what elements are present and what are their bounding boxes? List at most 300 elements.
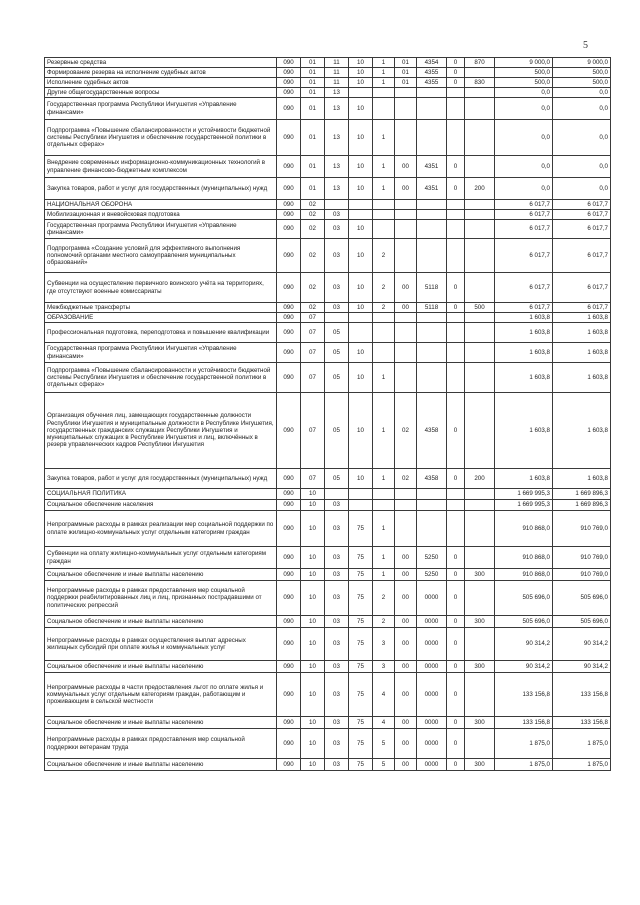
- code-cell: 300: [465, 717, 495, 729]
- code-cell: 03: [325, 759, 349, 771]
- code-cell: 00: [395, 581, 417, 616]
- amount-cell: 500,0: [495, 78, 553, 88]
- code-cell: 090: [277, 273, 301, 303]
- code-cell: 10: [301, 581, 325, 616]
- code-cell: 01: [395, 58, 417, 68]
- code-cell: [447, 343, 465, 363]
- amount-cell: 6 017,7: [553, 220, 611, 239]
- code-cell: [395, 343, 417, 363]
- code-cell: 090: [277, 469, 301, 489]
- table-row: [45, 210, 611, 220]
- code-cell: [447, 239, 465, 273]
- table-row: [45, 178, 611, 200]
- amount-cell: 910 868,0: [495, 569, 553, 581]
- amount-cell: 90 314,2: [495, 661, 553, 673]
- amount-cell: 1 603,8: [553, 323, 611, 343]
- amount-cell: 0,0: [553, 120, 611, 156]
- amount-cell: 500,0: [553, 68, 611, 78]
- amount-cell: 1 603,8: [495, 363, 553, 393]
- code-cell: 090: [277, 363, 301, 393]
- code-cell: 4355: [417, 68, 447, 78]
- code-cell: 1: [373, 120, 395, 156]
- code-cell: 01: [395, 78, 417, 88]
- code-cell: 05: [325, 469, 349, 489]
- code-cell: [395, 489, 417, 500]
- code-cell: 090: [277, 156, 301, 178]
- code-cell: 090: [277, 717, 301, 729]
- code-cell: 0000: [417, 661, 447, 673]
- code-cell: [465, 489, 495, 500]
- amount-cell: 1 669 995,3: [495, 500, 553, 511]
- code-cell: [447, 88, 465, 98]
- table-body: [45, 58, 611, 771]
- amount-cell: 6 017,7: [553, 239, 611, 273]
- table-row: [45, 729, 611, 759]
- code-cell: [465, 120, 495, 156]
- row-name-cell: Государственная программа Республики Ингушетия «Управление финансами»: [45, 220, 277, 239]
- row-name-cell: Мобилизационная и вневойсковая подготовка: [45, 210, 277, 220]
- row-name-cell: НАЦИОНАЛЬНАЯ ОБОРОНА: [45, 200, 277, 210]
- code-cell: 4: [373, 717, 395, 729]
- code-cell: 10: [301, 628, 325, 661]
- code-cell: 090: [277, 581, 301, 616]
- amount-cell: 1 603,8: [495, 469, 553, 489]
- code-cell: 0: [447, 569, 465, 581]
- code-cell: 07: [301, 393, 325, 469]
- code-cell: 10: [349, 178, 373, 200]
- code-cell: 01: [301, 120, 325, 156]
- code-cell: 10: [301, 616, 325, 628]
- code-cell: [395, 88, 417, 98]
- amount-cell: 6 017,7: [495, 239, 553, 273]
- amount-cell: 6 017,7: [553, 303, 611, 313]
- amount-cell: 1 603,8: [495, 343, 553, 363]
- code-cell: [373, 343, 395, 363]
- table-row: [45, 717, 611, 729]
- row-name-cell: Непрограммные расходы в рамках предоставления мер социальной поддержки реабилитированных лиц и лиц, признанных пострадавшими от политических репрессий: [45, 581, 277, 616]
- amount-cell: 1 603,8: [553, 343, 611, 363]
- code-cell: [349, 323, 373, 343]
- code-cell: [373, 500, 395, 511]
- code-cell: [417, 363, 447, 393]
- table-row: [45, 673, 611, 717]
- code-cell: 090: [277, 661, 301, 673]
- row-name-cell: Закупка товаров, работ и услуг для государственных (муниципальных) нужд: [45, 469, 277, 489]
- code-cell: 0000: [417, 729, 447, 759]
- code-cell: 00: [395, 729, 417, 759]
- amount-cell: 1 603,8: [553, 469, 611, 489]
- code-cell: 02: [301, 303, 325, 313]
- code-cell: 03: [325, 547, 349, 569]
- amount-cell: 6 017,7: [553, 273, 611, 303]
- code-cell: 4351: [417, 156, 447, 178]
- code-cell: 1: [373, 178, 395, 200]
- code-cell: 03: [325, 511, 349, 547]
- code-cell: 0: [447, 156, 465, 178]
- row-name-cell: Социальное обеспечение и иные выплаты населению: [45, 569, 277, 581]
- code-cell: [465, 393, 495, 469]
- amount-cell: 0,0: [553, 98, 611, 120]
- code-cell: 090: [277, 511, 301, 547]
- table-row: [45, 68, 611, 78]
- code-cell: [447, 200, 465, 210]
- code-cell: 02: [301, 210, 325, 220]
- amount-cell: 0,0: [495, 98, 553, 120]
- code-cell: 5: [373, 729, 395, 759]
- code-cell: 01: [301, 88, 325, 98]
- code-cell: 03: [325, 303, 349, 313]
- code-cell: 13: [325, 178, 349, 200]
- code-cell: 200: [465, 469, 495, 489]
- code-cell: 00: [395, 628, 417, 661]
- code-cell: 10: [349, 303, 373, 313]
- code-cell: [349, 313, 373, 323]
- amount-cell: 90 314,2: [553, 661, 611, 673]
- code-cell: 090: [277, 58, 301, 68]
- code-cell: 03: [325, 210, 349, 220]
- code-cell: 10: [349, 78, 373, 88]
- code-cell: 11: [325, 68, 349, 78]
- code-cell: 090: [277, 78, 301, 88]
- code-cell: [465, 98, 495, 120]
- code-cell: 090: [277, 178, 301, 200]
- amount-cell: 1 603,8: [495, 323, 553, 343]
- code-cell: [447, 313, 465, 323]
- code-cell: 0: [447, 628, 465, 661]
- code-cell: 05: [325, 343, 349, 363]
- amount-cell: 1 669 896,3: [553, 489, 611, 500]
- code-cell: 0: [447, 393, 465, 469]
- code-cell: [395, 323, 417, 343]
- row-name-cell: Подпрограмма «Повышение сбалансированности и устойчивости бюджетной системы Республики Ингушетия и обеспечение государственной политики в отдельных сферах»: [45, 363, 277, 393]
- code-cell: 07: [301, 363, 325, 393]
- amount-cell: 1 875,0: [495, 729, 553, 759]
- code-cell: 2: [373, 303, 395, 313]
- code-cell: 2: [373, 581, 395, 616]
- code-cell: 0000: [417, 628, 447, 661]
- amount-cell: 0,0: [495, 88, 553, 98]
- code-cell: [447, 489, 465, 500]
- code-cell: 0: [447, 178, 465, 200]
- code-cell: 090: [277, 616, 301, 628]
- amount-cell: 0,0: [495, 120, 553, 156]
- code-cell: 0: [447, 673, 465, 717]
- code-cell: 10: [301, 547, 325, 569]
- table-row: [45, 628, 611, 661]
- row-name-cell: Другие общегосударственные вопросы: [45, 88, 277, 98]
- code-cell: [447, 363, 465, 393]
- amount-cell: 0,0: [495, 156, 553, 178]
- code-cell: 05: [325, 393, 349, 469]
- table-row: [45, 303, 611, 313]
- amount-cell: 0,0: [553, 178, 611, 200]
- code-cell: 07: [301, 469, 325, 489]
- code-cell: [447, 500, 465, 511]
- code-cell: [447, 120, 465, 156]
- code-cell: [373, 200, 395, 210]
- code-cell: 01: [301, 58, 325, 68]
- code-cell: 090: [277, 313, 301, 323]
- code-cell: [373, 98, 395, 120]
- code-cell: 75: [349, 581, 373, 616]
- code-cell: 0: [447, 717, 465, 729]
- code-cell: [373, 88, 395, 98]
- code-cell: [417, 200, 447, 210]
- code-cell: [465, 200, 495, 210]
- code-cell: [395, 200, 417, 210]
- code-cell: 10: [301, 511, 325, 547]
- code-cell: 10: [301, 759, 325, 771]
- code-cell: [417, 313, 447, 323]
- code-cell: 090: [277, 500, 301, 511]
- amount-cell: 6 017,7: [495, 303, 553, 313]
- code-cell: 1: [373, 156, 395, 178]
- code-cell: 75: [349, 717, 373, 729]
- code-cell: 3: [373, 628, 395, 661]
- code-cell: 090: [277, 673, 301, 717]
- code-cell: 1: [373, 547, 395, 569]
- code-cell: 01: [301, 98, 325, 120]
- code-cell: 75: [349, 628, 373, 661]
- code-cell: 05: [325, 323, 349, 343]
- code-cell: [465, 273, 495, 303]
- code-cell: 300: [465, 569, 495, 581]
- code-cell: [417, 120, 447, 156]
- code-cell: 090: [277, 547, 301, 569]
- amount-cell: 1 875,0: [495, 759, 553, 771]
- code-cell: [349, 88, 373, 98]
- row-name-cell: Организация обучения лиц, замещающих государственные должности Республики Ингушетия и муниципальные должности в Республике Ингушетия, государственных гражданских служащих Республики Ингушетия и муниципальных служащих в Республике Ингушетия и лиц, включённых в резерв управленческих кадров Республики Ингушетия: [45, 393, 277, 469]
- code-cell: 2: [373, 273, 395, 303]
- code-cell: [395, 500, 417, 511]
- code-cell: [417, 323, 447, 343]
- amount-cell: 500,0: [495, 68, 553, 78]
- code-cell: 03: [325, 220, 349, 239]
- code-cell: 1: [373, 511, 395, 547]
- table-row: [45, 500, 611, 511]
- code-cell: [395, 120, 417, 156]
- table-row: [45, 156, 611, 178]
- row-name-cell: Межбюджетные трансферты: [45, 303, 277, 313]
- row-name-cell: Социальное обеспечение и иные выплаты населению: [45, 616, 277, 628]
- table-row: [45, 759, 611, 771]
- code-cell: 10: [349, 239, 373, 273]
- amount-cell: 1 603,8: [495, 313, 553, 323]
- code-cell: 07: [301, 343, 325, 363]
- code-cell: [465, 673, 495, 717]
- code-cell: 07: [301, 313, 325, 323]
- amount-cell: 505 696,0: [495, 581, 553, 616]
- code-cell: [417, 88, 447, 98]
- code-cell: 0000: [417, 581, 447, 616]
- code-cell: [373, 489, 395, 500]
- code-cell: 10: [349, 469, 373, 489]
- code-cell: 03: [325, 239, 349, 273]
- code-cell: 75: [349, 616, 373, 628]
- amount-cell: 910 868,0: [495, 547, 553, 569]
- code-cell: 090: [277, 489, 301, 500]
- code-cell: 090: [277, 729, 301, 759]
- table-row: [45, 200, 611, 210]
- code-cell: 300: [465, 616, 495, 628]
- row-name-cell: Социальное обеспечение и иные выплаты населению: [45, 759, 277, 771]
- row-name-cell: Исполнение судебных актов: [45, 78, 277, 88]
- code-cell: [465, 156, 495, 178]
- code-cell: 090: [277, 303, 301, 313]
- code-cell: 75: [349, 511, 373, 547]
- code-cell: [395, 511, 417, 547]
- amount-cell: 0,0: [553, 156, 611, 178]
- code-cell: 5118: [417, 303, 447, 313]
- code-cell: [373, 210, 395, 220]
- code-cell: 03: [325, 581, 349, 616]
- row-name-cell: Непрограммные расходы в рамках осуществления выплат адресных жилищных субсидий при оплате жилья и коммунальных услуг: [45, 628, 277, 661]
- code-cell: 090: [277, 200, 301, 210]
- code-cell: 0000: [417, 759, 447, 771]
- code-cell: 3: [373, 661, 395, 673]
- code-cell: 00: [395, 759, 417, 771]
- code-cell: [465, 500, 495, 511]
- code-cell: 75: [349, 569, 373, 581]
- amount-cell: 1 669 995,3: [495, 489, 553, 500]
- row-name-cell: СОЦИАЛЬНАЯ ПОЛИТИКА: [45, 489, 277, 500]
- amount-cell: 910 769,0: [553, 547, 611, 569]
- table-row: [45, 363, 611, 393]
- amount-cell: 910 769,0: [553, 569, 611, 581]
- code-cell: 13: [325, 120, 349, 156]
- code-cell: 02: [301, 220, 325, 239]
- code-cell: 03: [325, 729, 349, 759]
- amount-cell: 1 875,0: [553, 759, 611, 771]
- table-row: [45, 547, 611, 569]
- table-row: [45, 88, 611, 98]
- code-cell: 03: [325, 500, 349, 511]
- table-row: [45, 343, 611, 363]
- code-cell: [395, 220, 417, 239]
- code-cell: 13: [325, 156, 349, 178]
- table-row: [45, 239, 611, 273]
- amount-cell: 6 017,7: [495, 200, 553, 210]
- code-cell: 1: [373, 469, 395, 489]
- code-cell: [349, 500, 373, 511]
- code-cell: [447, 210, 465, 220]
- code-cell: 0: [447, 469, 465, 489]
- code-cell: 870: [465, 58, 495, 68]
- code-cell: [395, 210, 417, 220]
- row-name-cell: Закупка товаров, работ и услуг для государственных (муниципальных) нужд: [45, 178, 277, 200]
- code-cell: 0: [447, 759, 465, 771]
- code-cell: 13: [325, 88, 349, 98]
- row-name-cell: Непрограммные расходы в рамках предоставления мер социальной поддержки ветеранам труда: [45, 729, 277, 759]
- row-name-cell: Внедрение современных информационно-коммуникационных технологий в управление финансово-бюджетным комплексом: [45, 156, 277, 178]
- code-cell: 090: [277, 88, 301, 98]
- amount-cell: 1 603,8: [495, 393, 553, 469]
- amount-cell: 6 017,7: [553, 210, 611, 220]
- code-cell: 500: [465, 303, 495, 313]
- amount-cell: 1 603,8: [553, 363, 611, 393]
- code-cell: 090: [277, 343, 301, 363]
- table-row: [45, 273, 611, 303]
- code-cell: 090: [277, 210, 301, 220]
- page-number: 5: [583, 40, 588, 51]
- code-cell: 00: [395, 717, 417, 729]
- code-cell: 0: [447, 58, 465, 68]
- code-cell: 5118: [417, 273, 447, 303]
- row-name-cell: Профессиональная подготовка, переподготовка и повышение квалификации: [45, 323, 277, 343]
- code-cell: 10: [301, 717, 325, 729]
- code-cell: 300: [465, 661, 495, 673]
- code-cell: [465, 729, 495, 759]
- code-cell: [417, 210, 447, 220]
- row-name-cell: Социальное обеспечение и иные выплаты населению: [45, 717, 277, 729]
- table-row: [45, 98, 611, 120]
- code-cell: 10: [301, 661, 325, 673]
- amount-cell: 133 156,8: [553, 673, 611, 717]
- table-row: [45, 489, 611, 500]
- table-row: [45, 323, 611, 343]
- budget-table: [44, 57, 611, 771]
- code-cell: [447, 323, 465, 343]
- amount-cell: 1 669 896,3: [553, 500, 611, 511]
- code-cell: 07: [301, 323, 325, 343]
- code-cell: [417, 239, 447, 273]
- code-cell: [349, 489, 373, 500]
- code-cell: 0: [447, 68, 465, 78]
- amount-cell: 1 603,8: [553, 313, 611, 323]
- code-cell: [349, 200, 373, 210]
- code-cell: 10: [349, 343, 373, 363]
- code-cell: 090: [277, 68, 301, 78]
- code-cell: 4358: [417, 469, 447, 489]
- code-cell: 03: [325, 273, 349, 303]
- code-cell: 10: [349, 393, 373, 469]
- code-cell: 0: [447, 78, 465, 88]
- code-cell: 10: [301, 500, 325, 511]
- table-row: [45, 616, 611, 628]
- code-cell: 03: [325, 628, 349, 661]
- code-cell: [395, 98, 417, 120]
- code-cell: 03: [325, 616, 349, 628]
- code-cell: 4358: [417, 393, 447, 469]
- code-cell: 0000: [417, 673, 447, 717]
- code-cell: 090: [277, 120, 301, 156]
- code-cell: 5: [373, 759, 395, 771]
- code-cell: 4: [373, 673, 395, 717]
- code-cell: 090: [277, 220, 301, 239]
- code-cell: 0: [447, 616, 465, 628]
- code-cell: 1: [373, 78, 395, 88]
- code-cell: 03: [325, 661, 349, 673]
- amount-cell: 90 314,2: [553, 628, 611, 661]
- row-name-cell: Непрограммные расходы в рамках реализации мер социальной поддержки по оплате жилищно-коммунальных услуг отдельным категориям граждан: [45, 511, 277, 547]
- code-cell: 01: [301, 68, 325, 78]
- code-cell: [465, 313, 495, 323]
- code-cell: 13: [325, 98, 349, 120]
- code-cell: 00: [395, 273, 417, 303]
- code-cell: 4354: [417, 58, 447, 68]
- table-row: [45, 120, 611, 156]
- code-cell: 1: [373, 68, 395, 78]
- code-cell: 75: [349, 729, 373, 759]
- code-cell: 03: [325, 569, 349, 581]
- amount-cell: 1 875,0: [553, 729, 611, 759]
- code-cell: 03: [325, 717, 349, 729]
- code-cell: 0: [447, 661, 465, 673]
- code-cell: 1: [373, 363, 395, 393]
- code-cell: 10: [301, 673, 325, 717]
- row-name-cell: Непрограммные расходы в части предоставления льгот по оплате жилья и коммунальных услуг отдельным категориям граждан, работающим и проживающим в сельской местности: [45, 673, 277, 717]
- code-cell: [465, 220, 495, 239]
